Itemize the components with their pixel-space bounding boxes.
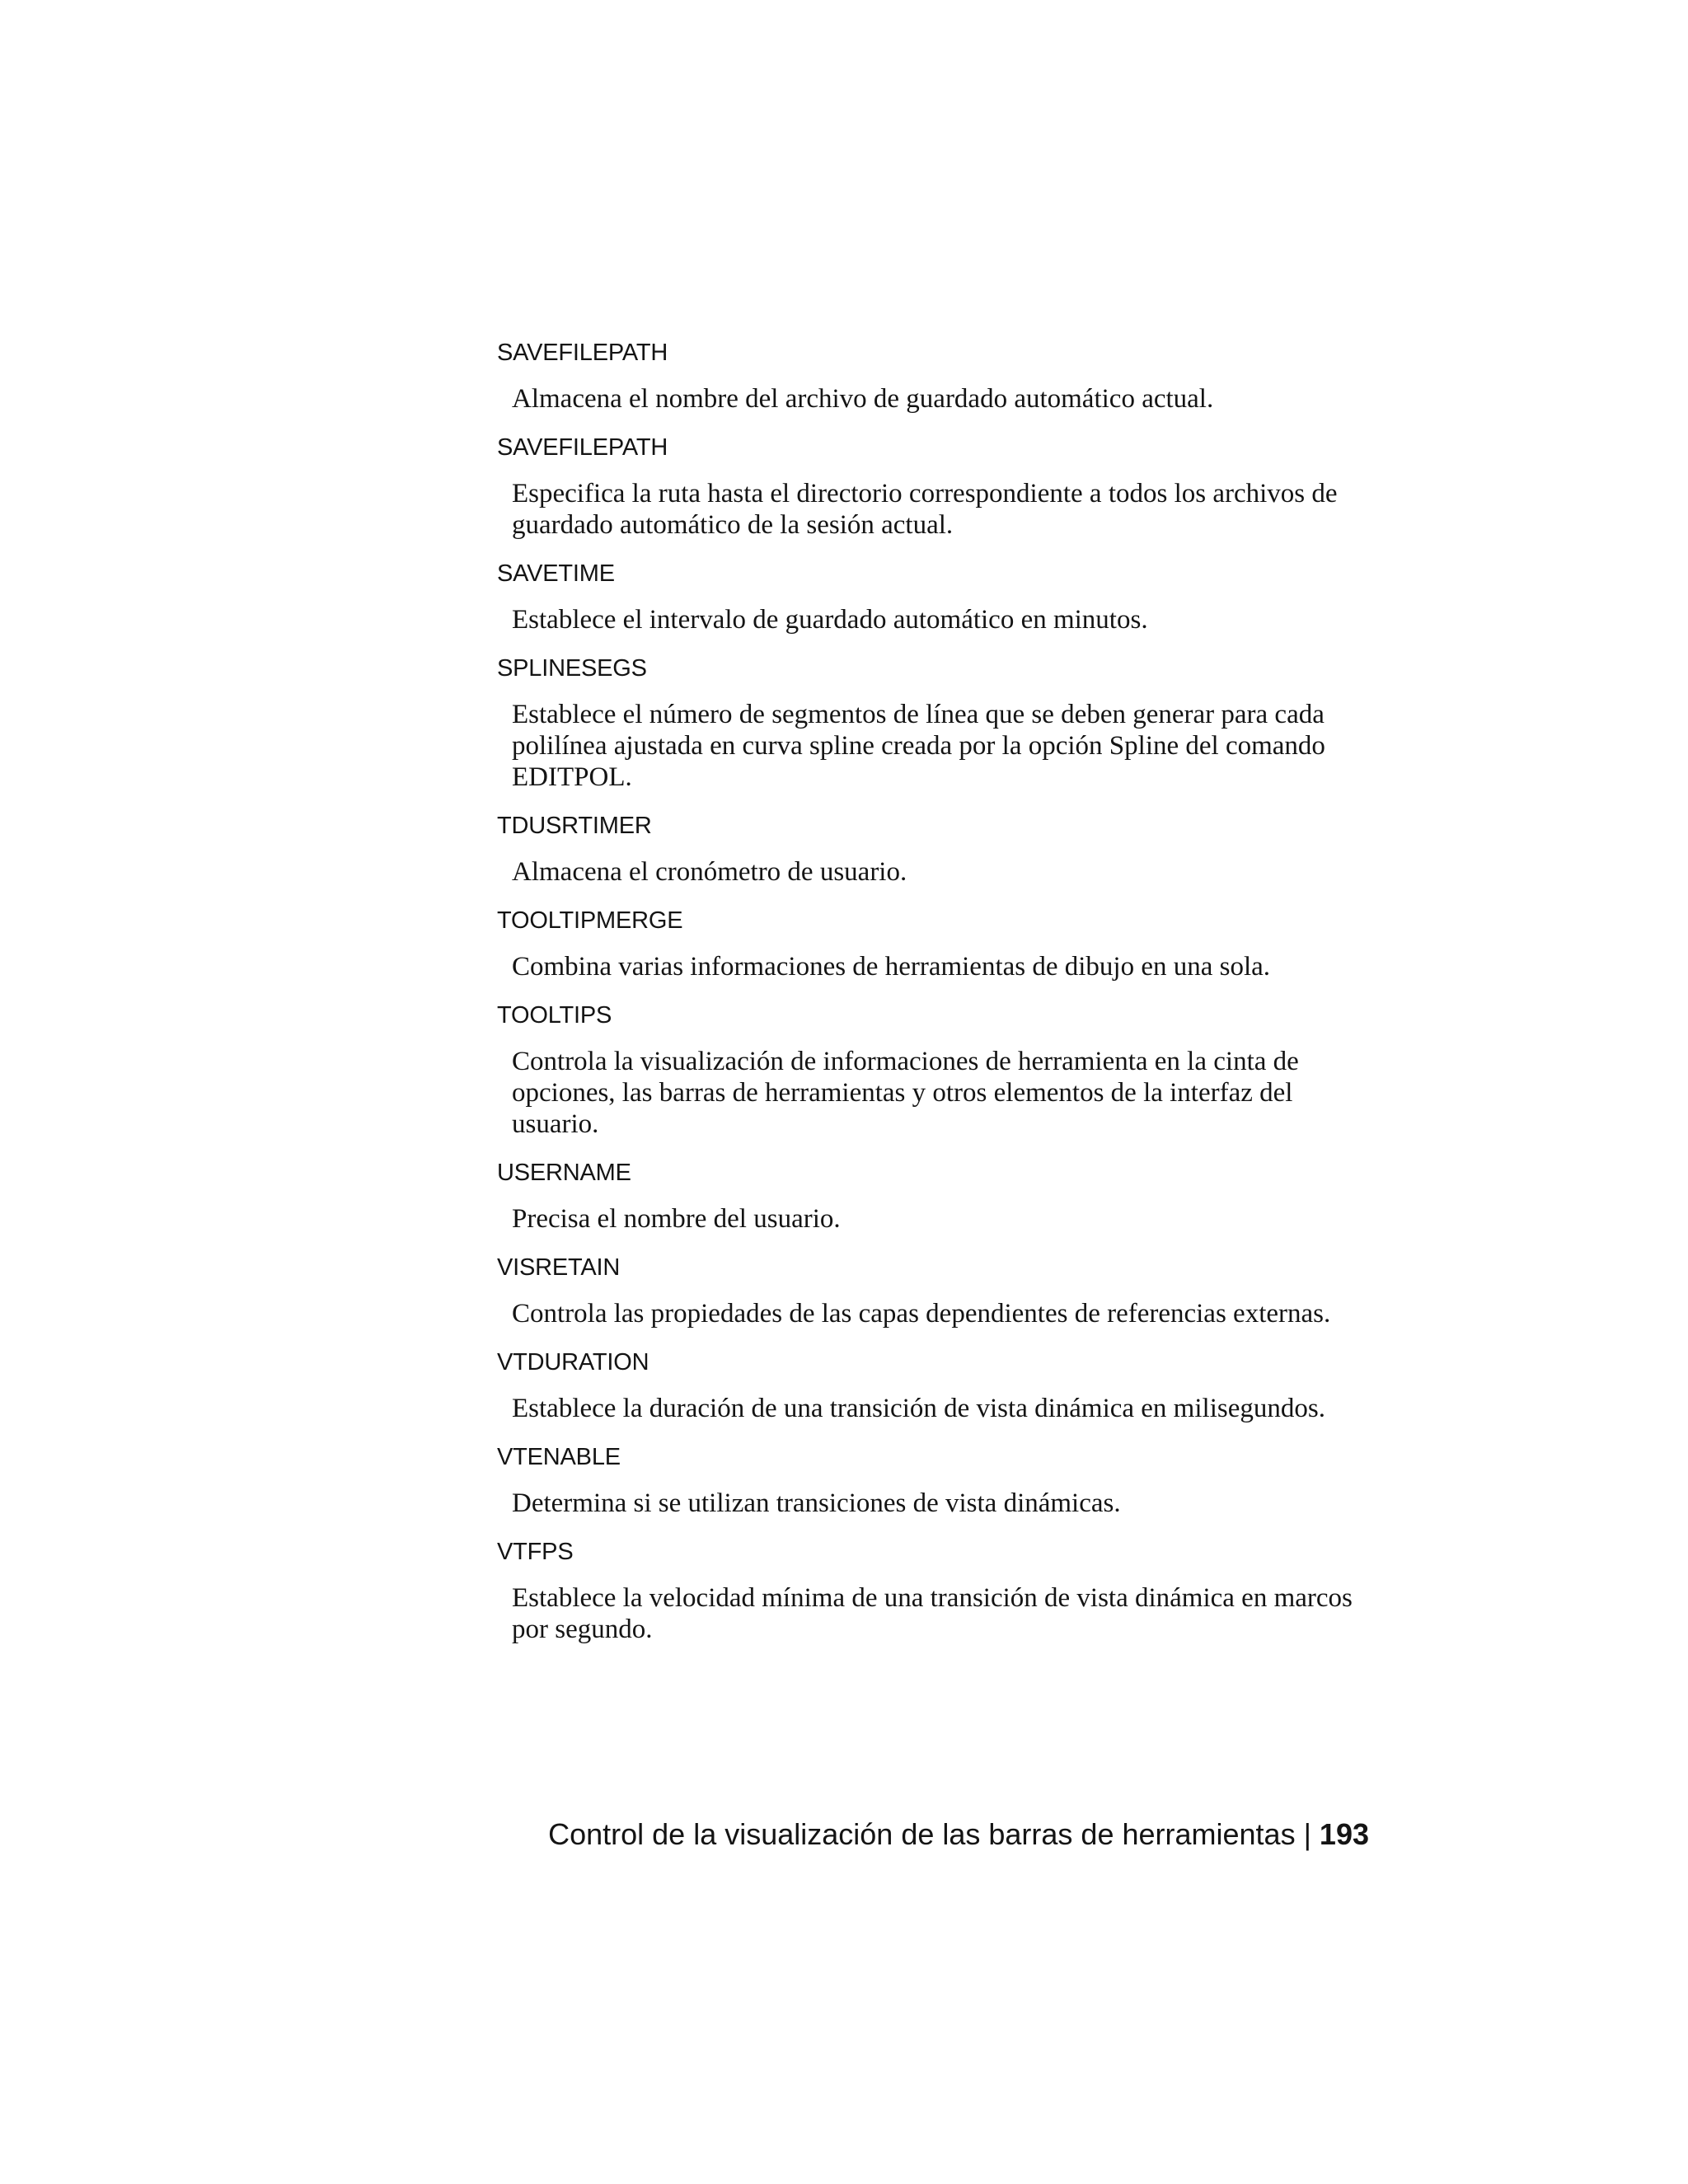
page-number: 193 <box>1319 1817 1369 1851</box>
variable-term: VISRETAIN <box>497 1254 621 1281</box>
variable-description: Combina varias informaciones de herramientas de dibujo en una sola. <box>512 952 1271 982</box>
variable-description: Establece el intervalo de guardado automático en minutos. <box>512 605 1148 635</box>
variable-description: Especifica la ruta hasta el directorio correspondiente a todos los archivos de guardado automático de la sesión actual. <box>512 479 1338 540</box>
variable-term: SAVEFILEPATH <box>497 340 668 366</box>
variable-term: VTFPS <box>497 1539 574 1565</box>
variable-term: TDUSRTIMER <box>497 813 652 839</box>
variable-description: Establece el número de segmentos de línea que se deben generar para cada polilínea ajustada en curva spline creada por la opción Spline del comando EDITPOL. <box>512 700 1325 792</box>
variable-term: SAVEFILEPATH <box>497 434 668 461</box>
variable-description: Establece la duración de una transición de vista dinámica en milisegundos. <box>512 1394 1325 1423</box>
variable-list <box>497 336 1387 1661</box>
variable-description: Controla las propiedades de las capas dependientes de referencias externas. <box>512 1299 1331 1329</box>
page-footer <box>495 1815 1369 1854</box>
variable-description: Determina si se utilizan transiciones de vista dinámicas. <box>512 1488 1121 1518</box>
variable-term: USERNAME <box>497 1160 631 1186</box>
variable-description: Almacena el cronómetro de usuario. <box>512 857 907 887</box>
variable-term: TOOLTIPS <box>497 1002 612 1029</box>
variable-term: TOOLTIPMERGE <box>497 907 683 934</box>
variable-description: Establece la velocidad mínima de una transición de vista dinámica en marcos por segundo. <box>512 1583 1353 1644</box>
footer-separator: | <box>1303 1817 1311 1851</box>
variable-description: Controla la visualización de informaciones de herramienta en la cinta de opciones, las barras de herramientas y otros elementos de la interfaz del usuario. <box>512 1047 1299 1139</box>
variable-term: VTENABLE <box>497 1444 621 1470</box>
variable-description: Precisa el nombre del usuario. <box>512 1204 841 1234</box>
variable-term: SPLINESEGS <box>497 655 647 682</box>
footer-section-title: Control de la visualización de las barras de herramientas <box>548 1817 1296 1851</box>
variable-description: Almacena el nombre del archivo de guardado automático actual. <box>512 384 1214 414</box>
variable-term: SAVETIME <box>497 560 615 587</box>
variable-term: VTDURATION <box>497 1349 649 1376</box>
